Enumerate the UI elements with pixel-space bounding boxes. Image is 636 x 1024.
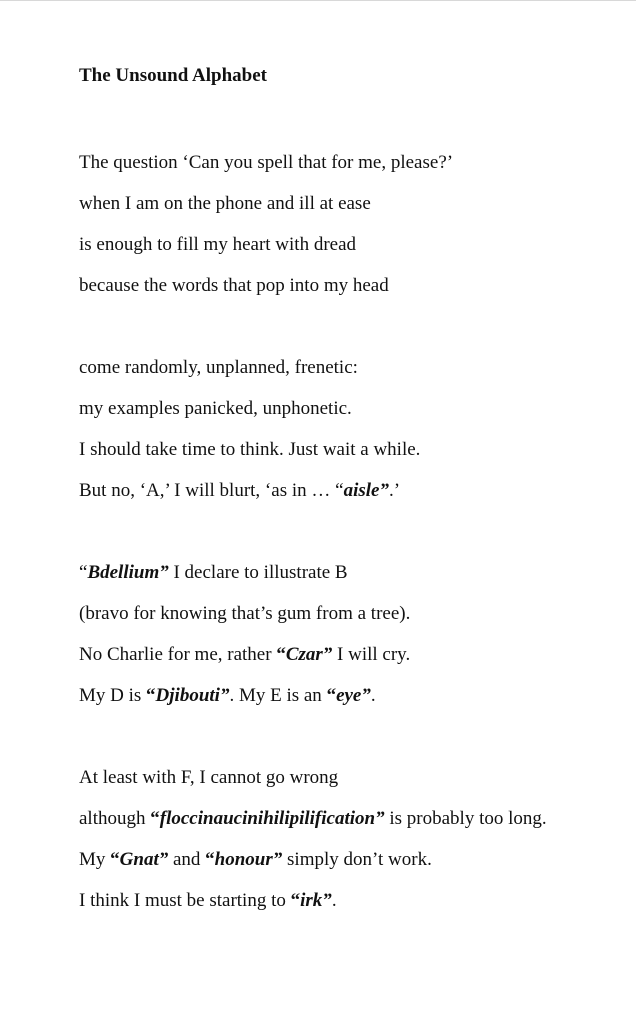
- poem-line: [79, 593, 619, 634]
- poem-line: [79, 757, 619, 798]
- emphasized-word: floccinaucinihilipilification”: [159, 808, 385, 829]
- bold-quote-mark: “: [150, 808, 160, 829]
- emphasized-word: Djibouti”: [155, 685, 230, 706]
- top-border: [0, 0, 636, 1]
- poem-line: [79, 634, 619, 675]
- line-text: is enough to fill my heart with dread: [79, 234, 357, 255]
- line-text: .: [331, 890, 337, 911]
- stanza: [79, 142, 619, 306]
- poem-line: [79, 142, 619, 183]
- line-text: I should take time to think. Just wait a while.: [79, 439, 421, 460]
- bold-quote-mark: “: [110, 849, 120, 870]
- line-text: My D is: [79, 685, 147, 706]
- poem-line: [79, 880, 619, 921]
- line-text: .’: [388, 480, 401, 501]
- poem-page: [79, 62, 619, 921]
- bold-quote-mark: “: [276, 644, 286, 665]
- line-text: because the words that pop into my head: [79, 275, 389, 296]
- bold-quote-mark: “: [146, 685, 156, 706]
- emphasized-word: irk”: [300, 890, 332, 911]
- emphasized-word: aisle”: [343, 480, 389, 501]
- bold-quote-mark: “: [290, 890, 301, 911]
- line-text: although: [79, 808, 151, 829]
- poem-line: [79, 470, 619, 511]
- poem-line: [79, 265, 619, 306]
- poem-line: [79, 347, 619, 388]
- emphasized-word: Gnat”: [119, 849, 169, 870]
- emphasized-word: honour”: [214, 849, 283, 870]
- line-text: simply don’t work.: [282, 849, 432, 870]
- line-text: At least with F, I cannot go wrong: [79, 767, 339, 788]
- poem-line: [79, 675, 619, 716]
- emphasized-word: Czar”: [285, 644, 333, 665]
- line-text: my examples panicked, unphonetic.: [79, 398, 352, 419]
- line-text: I will cry.: [332, 644, 411, 665]
- poem-title: The Unsound Alphabet: [79, 65, 267, 86]
- poem-line: [79, 388, 619, 429]
- poem-line: [79, 552, 619, 593]
- line-text: I declare to illustrate B: [168, 562, 348, 583]
- line-text: come randomly, unplanned, frenetic:: [79, 357, 358, 378]
- line-text: The question ‘Can you spell that for me, please?’: [79, 152, 454, 173]
- line-text: .: [370, 685, 376, 706]
- line-text: (bravo for knowing that’s gum from a tree).: [79, 603, 411, 624]
- poem-body: [79, 142, 619, 921]
- stanza: [79, 347, 619, 511]
- line-text: My: [79, 849, 111, 870]
- line-text: when I am on the phone and ill at ease: [79, 193, 371, 214]
- line-text: “: [79, 562, 88, 583]
- poem-line: [79, 839, 619, 880]
- emphasized-word: eye”: [336, 685, 371, 706]
- poem-line: [79, 798, 619, 839]
- stanza: [79, 552, 619, 716]
- line-text: . My E is an: [229, 685, 327, 706]
- poem-line: [79, 183, 619, 224]
- poem-line: [79, 429, 619, 470]
- line-text: But no, ‘A,’ I will blurt, ‘as in … “: [79, 480, 344, 501]
- line-text: is probably too long.: [384, 808, 547, 829]
- bold-quote-mark: “: [205, 849, 215, 870]
- bold-quote-mark: “: [326, 685, 337, 706]
- line-text: and: [168, 849, 206, 870]
- poem-line: [79, 224, 619, 265]
- line-text: No Charlie for me, rather: [79, 644, 277, 665]
- emphasized-word: Bdellium”: [87, 562, 169, 583]
- stanza: [79, 757, 619, 921]
- line-text: I think I must be starting to: [79, 890, 291, 911]
